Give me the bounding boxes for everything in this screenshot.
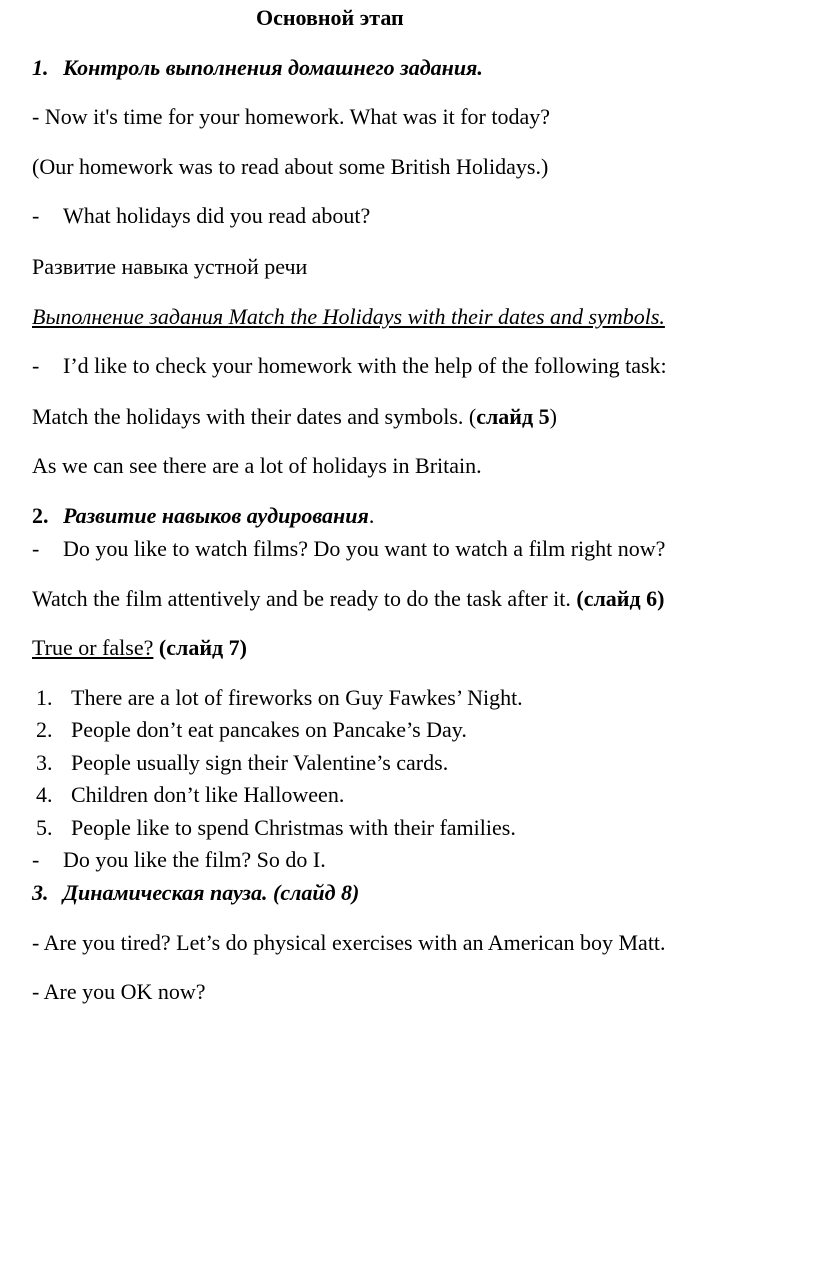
s2-line-1-text: Do you like to watch films? Do you want to watch a film right now? — [63, 536, 666, 561]
list-item — [36, 782, 344, 808]
list-item — [36, 750, 448, 776]
s3-line-2: - Are you OK now? — [32, 979, 206, 1004]
page-title: Основной этап — [256, 5, 404, 30]
list-item-text: People like to spend Christmas with their families. — [71, 815, 516, 840]
s1-line-2: (Our homework was to read about some British Holidays.) — [32, 154, 549, 179]
dash-marker: - — [32, 203, 40, 228]
slide-ref-5: слайд 5 — [476, 404, 550, 429]
list-item — [36, 717, 467, 743]
s2-line-2-text: Watch the film attentively and be ready to do the task after it. — [32, 586, 577, 611]
dash-marker: - — [32, 353, 40, 378]
s1-line-5-ru: Выполнение задания — [32, 304, 229, 329]
s2-line-3 — [32, 635, 247, 661]
list-item — [36, 685, 523, 711]
s2-line-1 — [32, 536, 665, 562]
section-1-number: 1. — [32, 55, 49, 80]
section-3-number: 3. — [32, 880, 49, 905]
list-item-number: 4. — [36, 782, 53, 807]
section-2-title: Развитие навыков аудирования — [63, 503, 369, 528]
s3-line-1: - Are you tired? Let’s do physical exercises with an American boy Matt. — [32, 930, 666, 955]
s1-line-3-text: What holidays did you read about? — [63, 203, 371, 228]
list-item-text: People don’t eat pancakes on Pancake’s Day. — [71, 717, 467, 742]
s1-line-3 — [32, 203, 370, 229]
s2-line-2 — [32, 586, 664, 612]
list-item-number: 2. — [36, 717, 53, 742]
section-3-title: Динамическая пауза. (слайд 8) — [63, 880, 360, 905]
s1-line-6-text: I’d like to check your homework with the help of the following task: — [63, 353, 667, 378]
list-item-number: 1. — [36, 685, 53, 710]
s2-line-4-text: Do you like the film? So do I. — [63, 847, 326, 872]
dash-marker: - — [32, 847, 40, 872]
s1-line-5 — [32, 304, 665, 330]
section-2-title-end: . — [368, 503, 375, 528]
list-item-number: 5. — [36, 815, 53, 840]
section-1-title: Контроль выполнения домашнего задания. — [63, 55, 483, 80]
dash-marker: - — [32, 536, 40, 561]
s1-line-5-en: Match the Holidays with their dates and symbols. — [228, 304, 665, 329]
slide-ref-7: (слайд 7) — [153, 635, 247, 660]
section-2-heading — [32, 503, 374, 529]
s2-line-4 — [32, 847, 326, 873]
list-item-text: Children don’t like Halloween. — [71, 782, 345, 807]
s1-line-7-text: Match the holidays with their dates and symbols. — [32, 404, 469, 429]
s1-line-7 — [32, 404, 557, 430]
section-2-number: 2. — [32, 503, 49, 528]
list-item — [36, 815, 516, 841]
list-item-number: 3. — [36, 750, 53, 775]
slide-ref-6: (слайд 6) — [576, 586, 665, 611]
true-or-false-label: True or false? — [32, 635, 154, 660]
list-item-text: People usually sign their Valentine’s cards. — [71, 750, 449, 775]
s1-line-7-close: ) — [549, 404, 557, 429]
s1-line-4: Развитие навыка устной речи — [32, 254, 308, 279]
list-item-text: There are a lot of fireworks on Guy Fawkes’ Night. — [71, 685, 523, 710]
section-1-heading — [32, 55, 483, 81]
s1-line-8: As we can see there are a lot of holidays in Britain. — [32, 453, 482, 478]
s1-line-7-open: ( — [468, 404, 477, 429]
s1-line-1: - Now it's time for your homework. What was it for today? — [32, 104, 550, 129]
s1-line-6 — [32, 353, 667, 379]
section-3-heading — [32, 880, 359, 906]
